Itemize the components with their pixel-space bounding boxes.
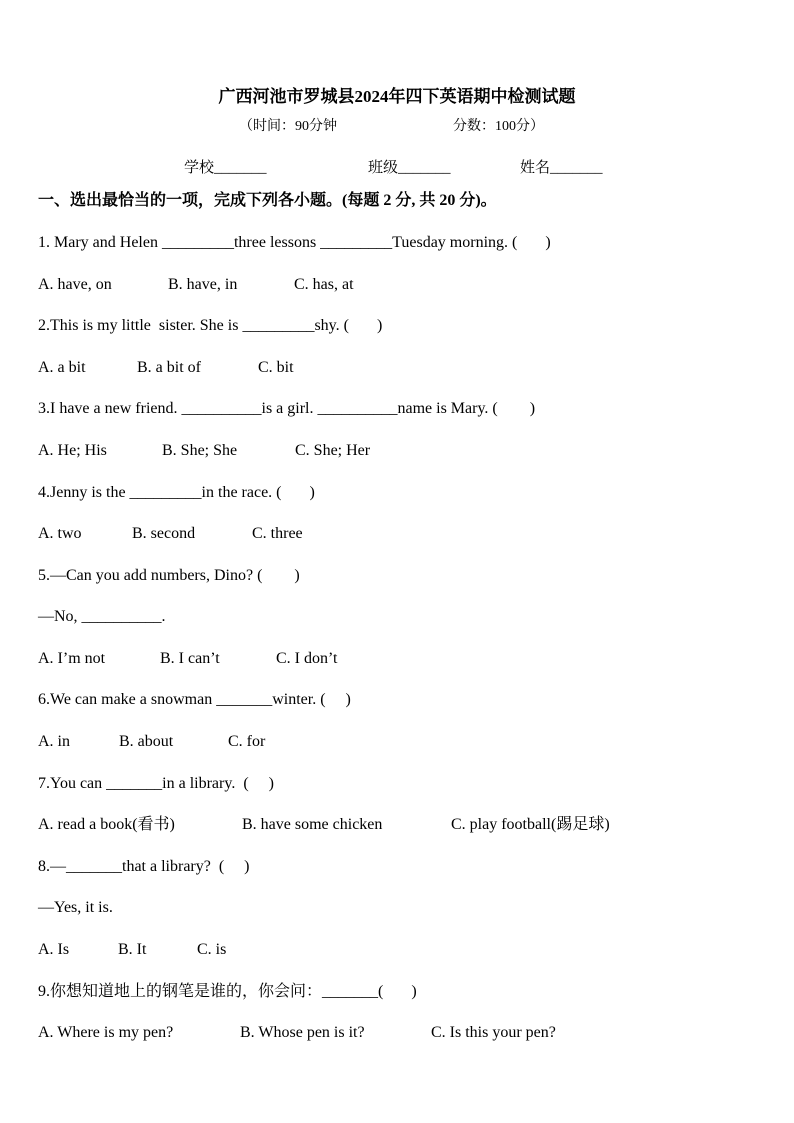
exam-score: 分数：100分） bbox=[453, 119, 544, 134]
question-9-option-a[interactable]: A. Where is my pen? bbox=[38, 1024, 174, 1041]
question-8-option-a[interactable]: A. Is bbox=[38, 941, 70, 958]
question-8-option-b[interactable]: B. It bbox=[118, 941, 147, 958]
question-8-option-c[interactable]: C. is bbox=[197, 941, 227, 958]
question-7-option-a[interactable]: A. read a book(看书) bbox=[38, 816, 175, 833]
question-1-stem: 1. Mary and Helen _________three lessons _________Tuesday morning. ( ) bbox=[38, 234, 551, 251]
question-5-option-c[interactable]: C. I don’t bbox=[276, 650, 338, 667]
question-4-option-b[interactable]: B. second bbox=[132, 525, 196, 542]
question-5-option-b[interactable]: B. I can’t bbox=[160, 650, 220, 667]
question-1-option-b[interactable]: B. have, in bbox=[168, 276, 238, 293]
question-9-option-b[interactable]: B. Whose pen is it? bbox=[240, 1024, 365, 1041]
exam-time: （时间：90分钟 bbox=[239, 119, 337, 134]
question-1-option-c[interactable]: C. has, at bbox=[294, 276, 354, 293]
question-3-stem: 3.I have a new friend. __________is a girl. __________name is Mary. ( ) bbox=[38, 400, 536, 417]
school-field[interactable]: 学校_______ bbox=[184, 160, 267, 176]
question-3-option-a[interactable]: A. He; His bbox=[38, 442, 107, 459]
question-1-option-a[interactable]: A. have, on bbox=[38, 276, 112, 293]
exam-title: 广西河池市罗城县2024年四下英语期中检测试题 bbox=[218, 87, 576, 106]
question-7-stem: 7.You can _______in a library. ( ) bbox=[38, 775, 274, 792]
question-5-option-a[interactable]: A. I’m not bbox=[38, 650, 106, 667]
question-5-reply: —No, __________. bbox=[38, 608, 166, 625]
section-heading: 一、选出最恰当的一项，完成下列各小题。(每题 2 分, 共 20 分)。 bbox=[38, 192, 497, 209]
question-8-stem: 8.—_______that a library? ( ) bbox=[38, 858, 250, 875]
question-3-option-c[interactable]: C. She; Her bbox=[295, 442, 371, 459]
question-6-stem: 6.We can make a snowman _______winter. ( ) bbox=[38, 691, 351, 708]
question-6-option-a[interactable]: A. in bbox=[38, 733, 70, 750]
question-9-option-c[interactable]: C. Is this your pen? bbox=[431, 1024, 556, 1041]
question-2-option-c[interactable]: C. bit bbox=[258, 359, 294, 376]
question-6-option-b[interactable]: B. about bbox=[119, 733, 174, 750]
class-field[interactable]: 班级_______ bbox=[368, 160, 451, 176]
question-2-option-a[interactable]: A. a bit bbox=[38, 359, 86, 376]
name-field[interactable]: 姓名_______ bbox=[520, 160, 603, 176]
question-5-stem: 5.—Can you add numbers, Dino? ( ) bbox=[38, 567, 300, 584]
question-6-option-c[interactable]: C. for bbox=[228, 733, 266, 750]
question-7-option-c[interactable]: C. play football(踢足球) bbox=[451, 816, 610, 833]
question-8-reply: —Yes, it is. bbox=[38, 899, 113, 916]
question-4-stem: 4.Jenny is the _________in the race. ( ) bbox=[38, 484, 315, 501]
question-4-option-a[interactable]: A. two bbox=[38, 525, 82, 542]
question-3-option-b[interactable]: B. She; She bbox=[162, 442, 238, 459]
question-9-stem: 9.你想知道地上的钢笔是谁的，你会问：_______( ) bbox=[38, 983, 417, 1000]
question-2-option-b[interactable]: B. a bit of bbox=[137, 359, 201, 376]
question-2-stem: 2.This is my little sister. She is _________shy. ( ) bbox=[38, 317, 383, 334]
question-4-option-c[interactable]: C. three bbox=[252, 525, 303, 542]
question-7-option-b[interactable]: B. have some chicken bbox=[242, 816, 383, 833]
